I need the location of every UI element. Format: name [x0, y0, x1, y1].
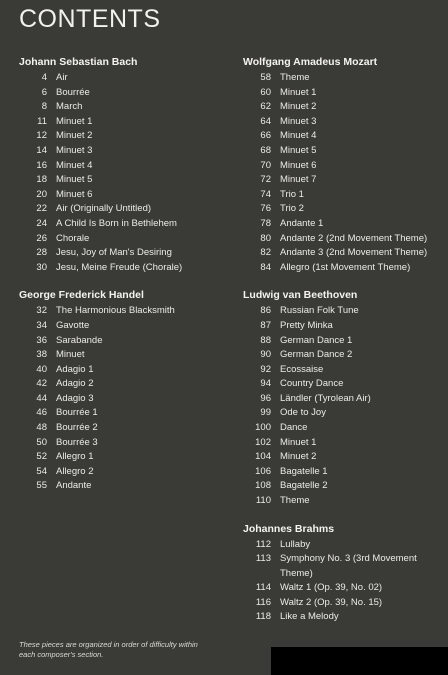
piece-title: German Dance 1	[280, 334, 353, 346]
piece-title: March	[56, 101, 83, 113]
page-number: 86	[260, 305, 271, 317]
toc-entry	[19, 71, 234, 86]
page-title: CONTENTS	[19, 5, 161, 33]
left-column	[19, 55, 234, 507]
piece-title: Minuet 4	[56, 159, 93, 171]
page-number: 50	[36, 436, 47, 448]
page-number: 46	[36, 407, 47, 419]
piece-title: Lullaby	[280, 538, 311, 550]
composer-name: Johann Sebastian Bach	[19, 56, 138, 68]
piece-title: Air	[56, 72, 68, 83]
toc-entry	[19, 348, 234, 363]
toc-entry	[19, 465, 234, 480]
piece-title: Gavotte	[56, 319, 90, 331]
page-number: 102	[255, 436, 271, 448]
entry-list	[19, 304, 234, 494]
page-number: 104	[255, 451, 271, 463]
page-number: 99	[260, 407, 271, 419]
toc-entry	[19, 334, 234, 349]
composer-section	[243, 522, 443, 625]
page-number: 54	[36, 465, 47, 477]
page-number: 55	[36, 480, 47, 492]
page-number: 112	[255, 538, 271, 550]
composer-name: Wolfgang Amadeus Mozart	[243, 56, 378, 68]
toc-entry	[243, 552, 443, 581]
toc-entry	[19, 479, 234, 494]
page-number: 64	[260, 115, 271, 127]
toc-entry	[243, 392, 443, 407]
page-number: 66	[260, 130, 271, 142]
toc-entry	[19, 188, 234, 203]
page-number: 58	[260, 72, 271, 83]
toc-entry	[19, 436, 234, 451]
piece-title: Minuet 3	[56, 144, 93, 156]
toc-entry	[243, 232, 443, 247]
toc-entry	[19, 319, 234, 334]
page-number: 44	[36, 392, 47, 404]
page-number: 16	[36, 159, 47, 171]
toc-entry	[19, 86, 234, 101]
page-number: 114	[255, 582, 271, 594]
piece-title: Air (Originally Untitled)	[56, 203, 152, 215]
piece-title: A Child Is Born in Bethlehem	[56, 217, 177, 229]
page-number: 76	[260, 203, 271, 215]
page-number: 108	[255, 480, 271, 492]
toc-entry	[243, 246, 443, 261]
toc-entry	[243, 86, 443, 101]
page-number: 92	[260, 363, 271, 375]
piece-title: Andante 3 (2nd Movement Theme)	[280, 247, 428, 259]
toc-entry	[243, 596, 443, 611]
piece-title: Allegro 2	[56, 465, 94, 477]
entry-list	[243, 71, 443, 275]
toc-entry	[19, 304, 234, 319]
page-number: 74	[260, 188, 271, 200]
piece-title: Allegro 1	[56, 451, 94, 463]
piece-title: Bagatelle 2	[280, 480, 328, 492]
page-number: 32	[36, 305, 47, 317]
piece-title: German Dance 2	[280, 349, 353, 361]
toc-entry	[243, 421, 443, 436]
toc-entry	[243, 494, 443, 509]
toc-entry	[243, 202, 443, 217]
piece-title: Trio 1	[280, 188, 304, 200]
piece-title: Minuet 3	[280, 115, 317, 127]
piece-title: Andante	[56, 480, 92, 492]
toc-entry	[19, 421, 234, 436]
piece-title: Minuet 4	[280, 130, 317, 142]
piece-title: Ecossaise	[280, 363, 324, 375]
page-number: 6	[41, 86, 47, 98]
page-number: 110	[255, 495, 271, 507]
page-number: 34	[36, 319, 47, 331]
page-number: 96	[260, 392, 271, 404]
piece-title: Minuet 2	[280, 451, 317, 463]
toc-entry	[19, 144, 234, 159]
page-number: 26	[36, 232, 47, 244]
page-number: 116	[255, 596, 271, 608]
page-number: 100	[255, 422, 271, 434]
toc-entry	[19, 392, 234, 407]
toc-entry	[243, 479, 443, 494]
page-number: 84	[260, 261, 271, 273]
piece-title: Bagatelle 1	[280, 465, 328, 477]
redaction-bar	[271, 647, 448, 675]
page-number: 113	[255, 553, 271, 565]
page-number: 94	[260, 378, 271, 390]
page-number: 14	[36, 144, 47, 156]
piece-title: Bourrée 1	[56, 407, 98, 419]
entry-list	[19, 71, 234, 275]
toc-entry	[19, 115, 234, 130]
toc-entry	[243, 319, 443, 334]
piece-title: Pretty Minka	[280, 319, 333, 331]
toc-entry	[243, 188, 443, 203]
composer-section	[19, 55, 234, 275]
piece-title: Jesu, Joy of Man's Desiring	[56, 247, 172, 259]
toc-entry	[19, 261, 234, 276]
page-number: 78	[260, 217, 271, 229]
toc-entry	[243, 538, 443, 553]
toc-entry	[243, 100, 443, 115]
right-column	[243, 55, 443, 638]
toc-entry	[243, 377, 443, 392]
page-number: 8	[41, 101, 47, 113]
piece-title: Minuet 5	[56, 174, 93, 186]
composer-section	[243, 55, 443, 275]
page-number: 62	[260, 101, 271, 113]
toc-entry	[243, 217, 443, 232]
toc-entry	[243, 71, 443, 86]
page-number: 87	[260, 319, 271, 331]
toc-entry	[243, 129, 443, 144]
toc-entry	[243, 115, 443, 130]
page-number: 48	[36, 422, 47, 434]
piece-title: Adagio 2	[56, 378, 94, 390]
composer-name: George Frederick Handel	[19, 289, 144, 302]
piece-title: Andante 2 (2nd Movement Theme)	[280, 232, 428, 244]
piece-title: The Harmonious Blacksmith	[56, 305, 175, 317]
piece-title: Allegro (1st Movement Theme)	[280, 261, 411, 273]
toc-entry	[243, 363, 443, 378]
page-number: 106	[255, 465, 271, 477]
toc-entry	[19, 377, 234, 392]
piece-title: Ode to Joy	[280, 407, 326, 419]
page-number: 40	[36, 363, 47, 375]
toc-entry	[243, 159, 443, 174]
toc-entry	[19, 450, 234, 465]
piece-title: Theme	[280, 72, 310, 83]
piece-title: Sarabande	[56, 334, 103, 346]
footnote: These pieces are organized in order of difficulty within each composer's section.	[19, 640, 198, 659]
page-number: 80	[260, 232, 271, 244]
toc-entry	[243, 465, 443, 480]
page-number: 90	[260, 349, 271, 361]
piece-title: Minuet 1	[280, 86, 317, 98]
toc-entry	[243, 304, 443, 319]
piece-title: Minuet 7	[280, 174, 317, 186]
page-number: 60	[260, 86, 271, 98]
entry-list	[243, 538, 443, 625]
page-number: 20	[36, 188, 47, 200]
toc-entry	[243, 261, 443, 276]
piece-title: Waltz 2 (Op. 39, No. 15)	[280, 596, 383, 608]
piece-title: Ländler (Tyrolean Air)	[280, 392, 371, 404]
page-number: 30	[36, 261, 47, 273]
piece-title: Minuet 2	[56, 130, 93, 142]
piece-title: Bourrée 3	[56, 436, 98, 448]
toc-entry	[243, 173, 443, 188]
piece-title: Jesu, Meine Freude (Chorale)	[56, 261, 183, 273]
toc-entry	[243, 334, 443, 349]
page-number: 22	[36, 203, 47, 215]
toc-entry	[243, 581, 443, 596]
piece-title: Chorale	[56, 232, 90, 244]
page-number: 70	[260, 159, 271, 171]
toc-entry	[243, 610, 443, 625]
toc-entry	[243, 144, 443, 159]
toc-entry	[243, 406, 443, 421]
piece-title: Minuet 1	[280, 436, 317, 448]
page-number: 82	[260, 247, 271, 259]
toc-entry	[19, 217, 234, 232]
toc-entry	[19, 363, 234, 378]
toc-entry	[19, 232, 234, 247]
composer-section	[243, 288, 443, 508]
toc-entry	[19, 100, 234, 115]
page-number: 42	[36, 378, 47, 390]
entry-list	[243, 304, 443, 508]
page-number: 118	[255, 611, 271, 623]
page-number: 72	[260, 174, 271, 186]
piece-title: Minuet 6	[280, 159, 317, 171]
toc-entry	[243, 450, 443, 465]
page-number: 36	[36, 334, 47, 346]
page-number: 28	[36, 247, 47, 259]
piece-title: Minuet	[56, 349, 85, 361]
page-number: 12	[36, 130, 47, 142]
piece-title: Country Dance	[280, 378, 344, 390]
toc-entry	[19, 202, 234, 217]
composer-name: Johannes Brahms	[243, 522, 335, 535]
piece-title: Theme	[280, 495, 310, 507]
toc-entry	[243, 348, 443, 363]
piece-title: Minuet 2	[280, 101, 317, 113]
piece-title: Symphony No. 3 (3rd Movement Theme)	[280, 553, 417, 579]
toc-entry	[19, 173, 234, 188]
page-number: 52	[36, 451, 47, 463]
piece-title: Minuet 5	[280, 144, 317, 156]
page-number: 24	[36, 217, 47, 229]
piece-title: Russian Folk Tune	[280, 305, 359, 317]
toc-entry	[19, 129, 234, 144]
toc-entry	[19, 159, 234, 174]
page-number: 88	[260, 334, 271, 346]
piece-title: Bourrée	[56, 86, 90, 98]
toc-entry	[19, 406, 234, 421]
page-number: 11	[37, 115, 47, 127]
piece-title: Adagio 1	[56, 363, 94, 375]
toc-entry	[19, 246, 234, 261]
page-number: 68	[260, 144, 271, 156]
page-number: 18	[36, 174, 47, 186]
piece-title: Waltz 1 (Op. 39, No. 02)	[280, 582, 383, 594]
piece-title: Minuet 6	[56, 188, 93, 200]
page-number: 4	[41, 72, 47, 83]
piece-title: Bourrée 2	[56, 422, 98, 434]
composer-name: Ludwig van Beethoven	[243, 289, 358, 302]
piece-title: Like a Melody	[280, 611, 339, 623]
piece-title: Adagio 3	[56, 392, 94, 404]
page-number: 38	[36, 349, 47, 361]
toc-entry	[243, 436, 443, 451]
piece-title: Andante 1	[280, 217, 324, 229]
piece-title: Dance	[280, 422, 308, 434]
piece-title: Minuet 1	[56, 115, 93, 127]
piece-title: Trio 2	[280, 203, 304, 215]
composer-section	[19, 288, 234, 494]
